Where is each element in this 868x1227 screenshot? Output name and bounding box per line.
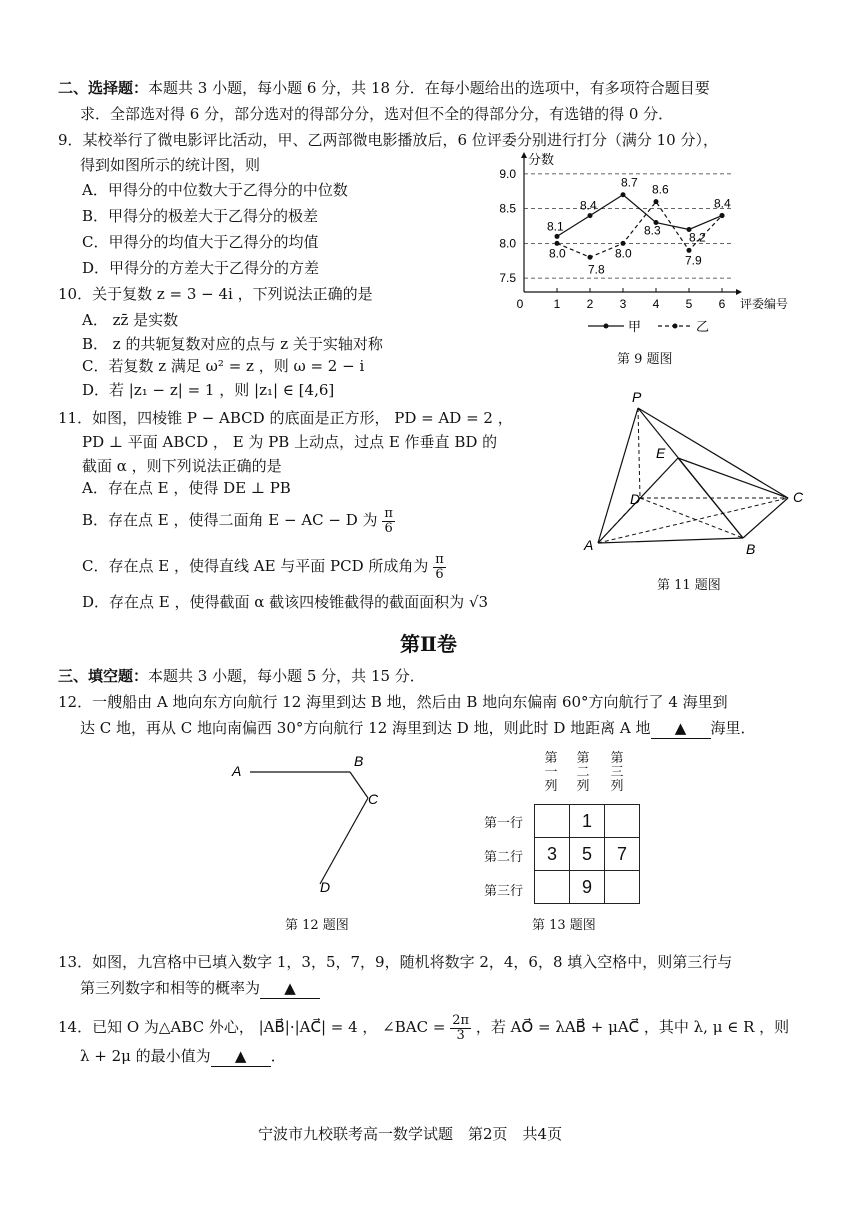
q11-caption: 第 11 题图 [657,578,721,593]
q13-col-label-3: 第三列 [610,751,624,794]
data-point [588,213,593,218]
data-label: 8.0 [549,246,566,261]
q11-option-b-text: B．存在点 E ，使得二面角 E − AC − D 为 [82,511,378,529]
data-point [555,241,560,246]
q12-label-c: C [368,791,378,807]
q10-stem: 10．关于复数 z = 3 − 4i ，下列说法正确的是 [58,285,373,303]
data-point [621,241,626,246]
data-point [654,199,659,204]
q14-stem-text-2: ，若 AO⃗ = λAB⃗ + μAC⃗ ，其中 λ, μ ∈ R ，则 [475,1018,790,1036]
data-label: 8.4 [580,198,597,213]
q14-frac-num: 2π [452,1012,470,1028]
q14-fraction [450,1014,471,1043]
section2-desc: 本题共 3 小题，每小题 6 分，共 18 分．在每小题给出的选项中，有多项符合题目要 [148,79,710,97]
q12-label-d: D [320,879,331,895]
q12-route-figure [228,752,378,902]
y-tick-label: 8.5 [499,201,516,216]
q13-stem-line1: 13．如图，九宫格中已填入数字 1，3，5，7，9，随机将数字 2，4，6，8 填入空格中，则第三行与 [58,953,733,971]
q11-stem-line1: 11．如图，四棱锥 P − ABCD 的底面是正方形， PD = AD = 2 ， [58,409,513,427]
page-footer: 宁波市九校联考高一数学试题 第2页 共4页 [258,1125,563,1143]
data-point [720,213,725,218]
legend-marker-yi [673,324,678,329]
q9-option-b: B．甲得分的极差大于乙得分的极差 [82,207,319,225]
q11-c-frac-num: π [435,551,444,567]
y-axis-label: 分数 [528,152,555,167]
q13-col-label-2: 第二列 [576,751,590,794]
x-tick-label: 1 [553,297,561,311]
grid-cell [535,871,570,904]
section3-title: 三、填空题： [58,667,149,685]
edge-bc [743,498,788,538]
label-c: C [793,489,804,505]
data-label: 8.7 [621,175,638,190]
legend-label-jia: 甲 [628,319,642,334]
q12-label-b: B [354,753,364,769]
q11-option-c [82,552,446,582]
grid-cell: 1 [570,805,605,838]
data-label: 7.9 [685,253,702,268]
edge-ac-hidden [598,498,788,543]
x-tick-label: 5 [685,297,693,311]
label-a: A [584,537,594,553]
q9-stem-line1: 9．某校举行了微电影评比活动，甲、乙两部微电影播放后，6 位评委分别进行打分（满分 10 分）， [58,131,718,149]
y-tick-label: 7.5 [499,271,516,286]
q12-label-a: A [232,763,242,779]
q13-row-label-2: 第二行 [484,850,524,865]
q11-option-d: D．存在点 E ，使得截面 α 截该四棱锥截得的截面面积为 √3 [82,593,489,611]
q10-option-b: B． z 的共轭复数对应的点与 z 关于实轴对称 [82,335,383,353]
grid-cell: 5 [570,838,605,871]
q12-caption: 第 12 题图 [285,918,349,933]
q11-b-frac-den: 6 [384,520,393,536]
section2-header [58,78,710,98]
x-tick-label: 3 [619,297,627,311]
edge-ab [598,538,743,543]
q14-frac-den: 3 [456,1027,465,1043]
q11-c-fraction [433,553,446,582]
q9-option-a: A．甲得分的中位数大于乙得分的中位数 [82,181,348,199]
y-tick-label: 9.0 [499,166,516,181]
q12-stem-text: 达 C 地，再从 C 地向南偏西 30°方向航行 12 海里到达 D 地，则此时 D 地距离 A 地 [80,719,651,737]
q12-stem-line2 [80,718,756,739]
q13-col-label-1: 第一列 [544,751,558,794]
q14-answer-blank: ▲ [211,1046,271,1067]
q12-stem-end: 海里． [710,719,756,737]
label-e: E [656,445,666,461]
x-tick-label: 6 [718,297,726,311]
q11-pyramid-figure [578,388,818,568]
legend-label-yi: 乙 [696,319,710,334]
q14-stem-line2: λ + 2μ 的最小值为 ▲ ． [80,1047,286,1065]
q9-option-c: C．甲得分的均值大于乙得分的均值 [82,233,319,251]
section3-desc: 本题共 3 小题，每小题 5 分，共 15 分． [148,667,425,685]
q14-stem-text: 14．已知 O 为△ABC 外心， |AB⃗|·|AC⃗| = 4 ， ∠BAC = [58,1018,446,1036]
data-label: 8.3 [644,223,661,238]
data-point [621,192,626,197]
grid-cell [605,805,640,838]
x-tick-label: 2 [586,297,594,311]
q12-stem-line1: 12．一艘船由 A 地向东方向航行 12 海里到达 B 地，然后由 B 地向东偏南 60°方向航行了 4 海里到 [58,693,728,711]
q11-b-fraction [382,507,395,536]
section2-title: 二、选择题： [58,79,149,97]
q13-nine-grid [534,804,640,904]
label-d: D [630,491,641,507]
grid-cell: 7 [605,838,640,871]
q10-option-a: A． zz̄ 是实数 [82,311,179,329]
data-point [588,255,593,260]
q9-option-d: D．甲得分的方差大于乙得分的方差 [82,259,320,277]
q11-stem-line2: PD ⊥ 平面 ABCD ， E 为 PB 上动点，过点 E 作垂直 BD 的 [82,433,498,451]
q11-option-c-text: C．存在点 E ，使得直线 AE 与平面 PCD 所成角为 [82,557,429,575]
q13-row-label-1: 第一行 [484,816,524,831]
data-label: 8.4 [714,196,731,211]
grid-cell [605,871,640,904]
q14-stem-text-3: λ + 2μ 的最小值为 [80,1047,211,1065]
q11-option-a: A．存在点 E ，使得 DE ⊥ PB [82,479,291,497]
grid-cell: 3 [535,838,570,871]
y-axis-arrow [521,152,527,158]
grid-cell: 9 [570,871,605,904]
q11-c-frac-den: 6 [435,566,444,582]
q10-option-d: D．若 |z₁ − z| = 1 ，则 |z₁| ∈ [4,6] [82,381,335,399]
data-label: 8.2 [689,230,706,245]
q13-stem-line2 [80,978,320,999]
x-tick-label: 4 [652,297,660,311]
label-p: P [632,389,642,405]
segment-cd [320,798,368,884]
section2-desc-line2: 求．全部选对得 6 分，部分选对的得部分分，选对但不全的得部分分，有选错的得 0 分． [80,105,674,123]
q11-b-frac-num: π [384,505,393,521]
q13-caption: 第 13 题图 [532,918,596,933]
legend-marker-jia [604,324,609,329]
data-point [687,248,692,253]
q11-stem-line3: 截面 α ，则下列说法正确的是 [82,457,282,475]
q9-caption: 第 9 题图 [617,352,673,367]
edge-pd-hidden [638,408,640,498]
q13-stem-text: 第三列数字和相等的概率为 [80,979,261,997]
q13-row-label-3: 第三行 [484,884,524,899]
data-label: 7.8 [588,262,605,277]
data-point [555,234,560,239]
x-tick-label: 0 [516,297,524,311]
q11-option-b [82,506,395,536]
data-label: 8.0 [615,246,632,261]
grid-cell [535,805,570,838]
q12-answer-blank: ▲ [651,718,711,739]
edge-pa [598,408,641,543]
section3-header [58,666,425,686]
segment-bc [350,772,368,798]
q10-option-c: C．若复数 z 满足 ω² = z ，则 ω = 2 − i [82,357,365,375]
q9-stem-line2: 得到如图所示的统计图，则 [80,156,261,174]
part2-title: 第Ⅱ卷 [400,632,457,656]
x-axis-arrow [736,289,742,295]
y-tick-label: 8.0 [499,236,516,251]
q13-answer-blank: ▲ [260,978,320,999]
label-b: B [746,541,756,557]
data-label: 8.6 [652,182,669,197]
q9-line-chart [488,150,808,340]
q14-stem-line1 [58,1012,789,1043]
x-axis-label: 评委编号 [740,297,789,311]
data-label: 8.1 [547,219,564,234]
